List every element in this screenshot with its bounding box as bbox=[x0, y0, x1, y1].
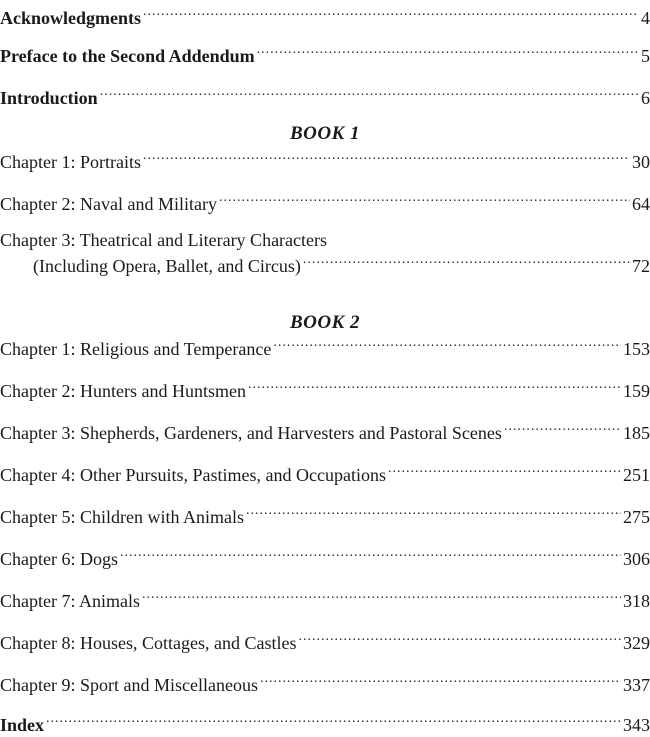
toc-entry-title: Chapter 7: Animals bbox=[0, 591, 140, 611]
toc-entry-book1-chapter1[interactable] bbox=[0, 144, 650, 172]
toc-entry-book2-chapter1[interactable] bbox=[0, 331, 650, 359]
toc-entry-title: Chapter 4: Other Pursuits, Pastimes, and Occupations bbox=[0, 465, 386, 485]
toc-entry-index[interactable] bbox=[0, 707, 650, 735]
toc-entry-book1-chapter3[interactable] bbox=[0, 248, 650, 276]
dot-leader bbox=[246, 499, 621, 523]
toc-entry-book2-chapter3[interactable] bbox=[0, 415, 650, 443]
toc-entry-page: 159 bbox=[623, 381, 650, 401]
toc-entry-page: 275 bbox=[623, 507, 650, 527]
toc-entry-book2-chapter6[interactable] bbox=[0, 541, 650, 569]
dot-leader bbox=[219, 186, 630, 210]
toc-entry-page: 6 bbox=[641, 88, 650, 108]
toc-entry-preface[interactable] bbox=[0, 38, 650, 66]
toc-entry-page: 153 bbox=[623, 339, 650, 359]
dot-leader bbox=[248, 373, 621, 397]
toc-entry-book2-chapter2[interactable] bbox=[0, 373, 650, 401]
dot-leader bbox=[298, 625, 621, 649]
dot-leader bbox=[143, 0, 639, 24]
dot-leader bbox=[273, 331, 621, 355]
toc-entry-page: 64 bbox=[632, 194, 650, 214]
toc-entry-acknowledgments[interactable] bbox=[0, 0, 650, 28]
dot-leader bbox=[260, 667, 621, 691]
book-1-heading: BOOK 1 bbox=[289, 123, 361, 144]
toc-entry-book2-chapter8[interactable] bbox=[0, 625, 650, 653]
toc-entry-book2-chapter4[interactable] bbox=[0, 457, 650, 485]
dot-leader bbox=[142, 583, 621, 607]
toc-entry-page: 329 bbox=[623, 633, 650, 653]
toc-entry-page: 4 bbox=[641, 8, 650, 28]
toc-entry-title: Chapter 1: Religious and Temperance bbox=[0, 339, 272, 359]
dot-leader bbox=[46, 707, 621, 731]
dot-leader bbox=[100, 80, 639, 104]
toc-entry-title: Preface to the Second Addendum bbox=[0, 46, 255, 66]
dot-leader bbox=[303, 248, 630, 272]
toc-entry-title: Chapter 2: Hunters and Huntsmen bbox=[0, 381, 246, 401]
toc-entry-page: 306 bbox=[623, 549, 650, 569]
toc-entry-title-continued: (Including Opera, Ballet, and Circus) bbox=[33, 256, 301, 276]
toc-entry-book1-chapter2[interactable] bbox=[0, 186, 650, 214]
toc-entry-page: 251 bbox=[623, 465, 650, 485]
toc-entry-title: Chapter 3: Shepherds, Gardeners, and Harvesters and Pastoral Scenes bbox=[0, 423, 502, 443]
toc-entry-title: Chapter 2: Naval and Military bbox=[0, 194, 217, 214]
toc-entry-book2-chapter7[interactable] bbox=[0, 583, 650, 611]
toc-entry-title: Chapter 9: Sport and Miscellaneous bbox=[0, 675, 258, 695]
toc-entry-title: Chapter 8: Houses, Cottages, and Castles bbox=[0, 633, 297, 653]
toc-entry-page: 343 bbox=[623, 715, 650, 735]
toc-entry-book2-chapter9[interactable] bbox=[0, 667, 650, 695]
dot-leader bbox=[257, 38, 639, 62]
toc-entry-page: 185 bbox=[623, 423, 650, 443]
toc-entry-page: 318 bbox=[623, 591, 650, 611]
dot-leader bbox=[388, 457, 621, 481]
toc-entry-title: Acknowledgments bbox=[0, 8, 142, 28]
toc-entry-title: Chapter 5: Children with Animals bbox=[0, 507, 244, 527]
dot-leader bbox=[504, 415, 621, 439]
toc-entry-page: 30 bbox=[632, 152, 650, 172]
toc-entry-title: Index bbox=[0, 715, 45, 735]
toc-entry-page: 5 bbox=[641, 46, 650, 66]
toc-entry-page: 72 bbox=[632, 256, 650, 276]
dot-leader bbox=[143, 144, 630, 168]
toc-entry-title: Chapter 1: Portraits bbox=[0, 152, 141, 172]
toc-entry-book1-chapter3-line1[interactable]: Chapter 3: Theatrical and Literary Characters bbox=[0, 230, 328, 250]
book-2-heading: BOOK 2 bbox=[289, 312, 361, 333]
toc-entry-title: Chapter 6: Dogs bbox=[0, 549, 118, 569]
toc-entry-title: Introduction bbox=[0, 88, 98, 108]
dot-leader bbox=[120, 541, 621, 565]
toc-entry-introduction[interactable] bbox=[0, 80, 650, 108]
toc-entry-page: 337 bbox=[623, 675, 650, 695]
toc-entry-book2-chapter5[interactable] bbox=[0, 499, 650, 527]
